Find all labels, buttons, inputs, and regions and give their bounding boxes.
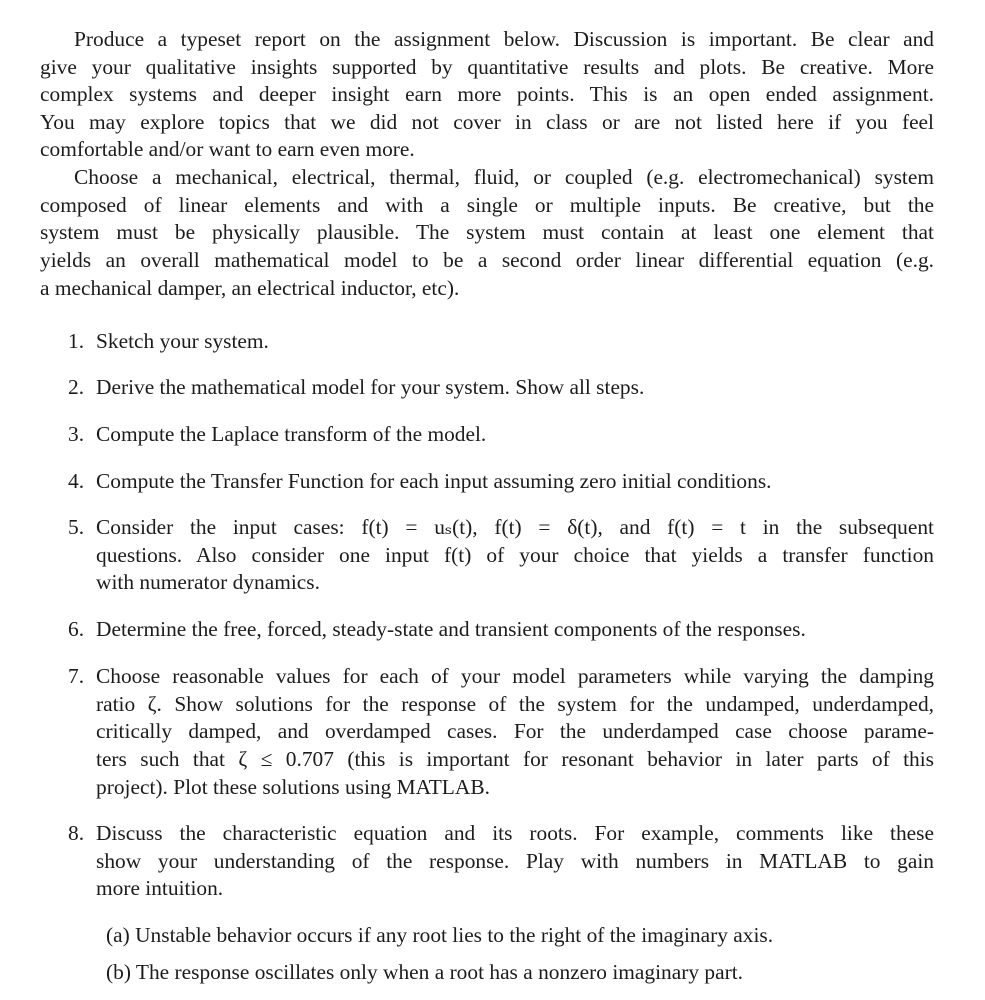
item-number: 5. <box>68 515 85 539</box>
item-number: 3. <box>68 422 85 446</box>
item-line: Consider the input cases: f(t) = uₛ(t), f(t) = δ(t), and f(t) = t in the subsequent <box>96 515 934 539</box>
intro-line: You may explore topics that we did not cover in class or are not listed here if you feel <box>40 110 934 134</box>
intro-line: comfortable and/or want to earn even more. <box>40 137 415 161</box>
sub-list-item <box>106 958 934 986</box>
system-line: composed of linear elements and with a single or multiple inputs. Be creative, but the <box>40 193 934 217</box>
intro-line: give your qualitative insights supported by quantitative results and plots. Be creative. More <box>40 55 934 79</box>
item-number: 1. <box>68 329 85 353</box>
item-line: Discuss the characteristic equation and its roots. For example, comments like these <box>96 821 934 845</box>
item-number: 4. <box>68 469 85 493</box>
item-line: with numerator dynamics. <box>96 570 320 594</box>
item-number: 8. <box>68 821 85 845</box>
item-line: Compute the Transfer Function for each input assuming zero initial conditions. <box>96 469 772 493</box>
sub-item-text: The response oscillates only when a root has a nonzero imaginary part. <box>135 960 743 984</box>
item-line: ters such that ζ ≤ 0.707 (this is important for resonant behavior in later parts of this <box>96 747 934 771</box>
item-number: 2. <box>68 375 85 399</box>
system-line: Choose a mechanical, electrical, thermal, fluid, or coupled (e.g. electromechanical) system <box>74 165 934 189</box>
item-number: 6. <box>68 617 85 641</box>
item-line: ratio ζ. Show solutions for the response of the system for the undamped, underdamped, <box>96 692 934 716</box>
item-line: questions. Also consider one input f(t) of your choice that yields a transfer function <box>96 543 934 567</box>
sub-list-item <box>106 921 934 949</box>
item-line: Derive the mathematical model for your system. Show all steps. <box>96 375 645 399</box>
sub-item-label: (b) <box>106 960 131 984</box>
system-line: yields an overall mathematical model to be a second order linear differential equation (e.g. <box>40 248 934 272</box>
intro-line: complex systems and deeper insight earn more points. This is an open ended assignment. <box>40 82 934 106</box>
item-line: project). Plot these solutions using MATLAB. <box>96 775 490 799</box>
sub-item-text: Unstable behavior occurs if any root lies to the right of the imaginary axis. <box>135 923 774 947</box>
item-number: 7. <box>68 664 85 688</box>
intro-line: Produce a typeset report on the assignment below. Discussion is important. Be clear and <box>74 27 934 51</box>
item-line: Sketch your system. <box>96 329 269 353</box>
sub-item-label: (a) <box>106 923 130 947</box>
item-line: critically damped, and overdamped cases. For the underdamped case choose parame- <box>96 719 934 743</box>
item-line: more intuition. <box>96 876 224 900</box>
system-line: a mechanical damper, an electrical inductor, etc). <box>40 276 460 300</box>
item-line: show your understanding of the response. Play with numbers in MATLAB to gain <box>96 849 934 873</box>
item-line: Choose reasonable values for each of your model parameters while varying the damping <box>96 664 934 688</box>
item-line: Compute the Laplace transform of the model. <box>96 422 487 446</box>
item-line: Determine the free, forced, steady-state and transient components of the responses. <box>96 617 806 641</box>
system-line: system must be physically plausible. The system must contain at least one element that <box>40 220 934 244</box>
